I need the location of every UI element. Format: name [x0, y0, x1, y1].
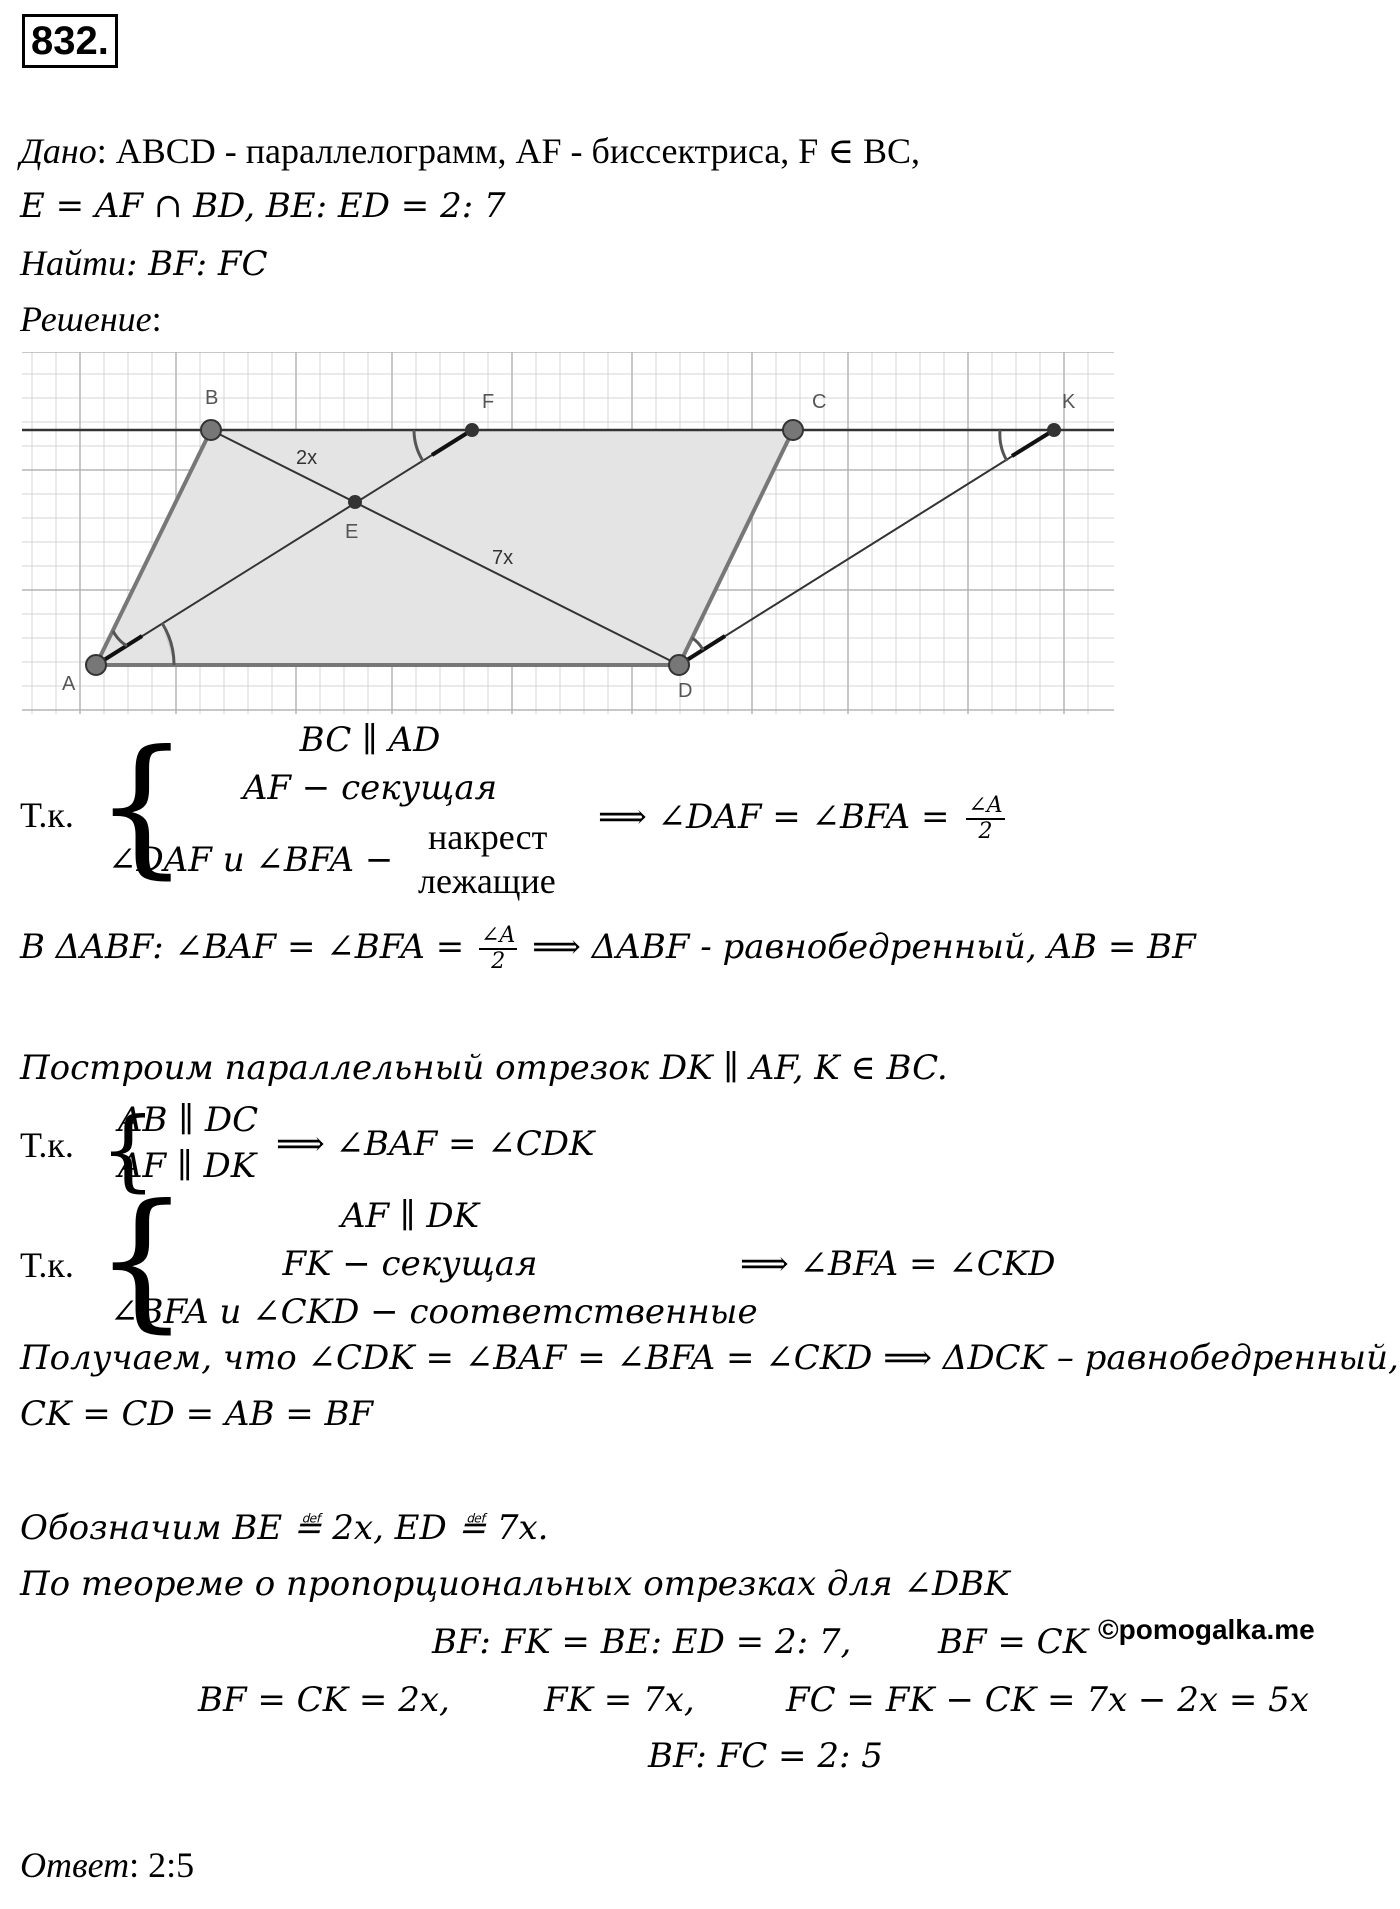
- block1-line3a: ∠DAF и ∠BFA −: [108, 840, 394, 880]
- block1-line3b: накрест: [428, 817, 548, 857]
- block3-result: ⟹ ∠BFA = ∠CKD: [740, 1244, 1056, 1284]
- brace-1: {: [94, 719, 190, 893]
- eq2b: FK = 7x,: [544, 1680, 695, 1720]
- label-2x: 2x: [296, 447, 318, 469]
- block1-fraction: [966, 794, 1004, 844]
- block2-prefix: Т.к.: [20, 1125, 74, 1165]
- given-line-2: E = AF ∩ BD, BE: ED = 2: 7: [20, 186, 506, 226]
- block3-prefix: Т.к.: [20, 1245, 74, 1285]
- label-a: A: [62, 673, 76, 695]
- iso-fraction: [479, 924, 517, 974]
- block2-result: ⟹ ∠BAF = ∠CDK: [276, 1124, 595, 1164]
- iso-part2: ⟹ ΔABF - равнобедренный, AB = BF: [532, 927, 1196, 967]
- block1-frac-den: 2: [978, 819, 993, 844]
- find-line: [20, 242, 268, 284]
- label-f: F: [482, 391, 495, 413]
- label-k: K: [1062, 391, 1076, 413]
- brace-2: {: [100, 1098, 156, 1201]
- point-c: [783, 420, 803, 440]
- label-7x: 7x: [492, 547, 514, 569]
- point-e: [348, 495, 362, 509]
- point-k: [1047, 423, 1061, 437]
- brace-3: {: [94, 1173, 190, 1347]
- parallelogram-figure: [22, 352, 1114, 714]
- block1-result-text: ⟹ ∠DAF = ∠BFA =: [598, 797, 950, 837]
- block3-line1: AF ∥ DK: [340, 1196, 480, 1236]
- point-d: [669, 655, 689, 675]
- solution-line: [20, 298, 162, 340]
- obtain-line-2: CK = CD = AB = BF: [20, 1394, 374, 1434]
- block2-line1: AB ∥ DC: [118, 1100, 259, 1140]
- iso-frac-den: 2: [491, 949, 506, 974]
- label-e: E: [345, 521, 359, 543]
- point-a: [86, 655, 106, 675]
- watermark: ©pomogalka.me: [1098, 1614, 1315, 1645]
- block1-line3c: лежащие: [418, 861, 556, 901]
- solution-label: Решение: [20, 299, 152, 339]
- block1-line2: AF − секущая: [242, 768, 498, 808]
- iso-line: [20, 924, 1196, 974]
- eq2c: FC = FK − CK = 7x − 2x = 5x: [786, 1680, 1309, 1720]
- label-b: B: [205, 387, 219, 409]
- point-b: [201, 420, 221, 440]
- answer-value: : 2:5: [129, 1845, 195, 1885]
- construct-line: Построим параллельный отрезок DK ∥ AF, K ∈ BC.: [20, 1048, 948, 1088]
- given-label: Дано: [20, 131, 97, 171]
- block2-line2: AF ∥ DK: [118, 1146, 257, 1186]
- given-line-1: [20, 130, 920, 172]
- angle-arc-d: [692, 638, 703, 650]
- solution-colon: :: [151, 299, 162, 339]
- block3-line2: FK − секущая: [282, 1244, 538, 1284]
- eq2a: BF = CK = 2x,: [198, 1680, 450, 1720]
- find-value: : BF: FC: [126, 244, 268, 284]
- problem-number: 832.: [22, 14, 118, 68]
- eq1a: BF: FK = BE: ED = 2: 7,: [432, 1622, 852, 1662]
- label-c: C: [812, 391, 827, 413]
- given-text: : ABCD - параллелограмм, AF - биссектриса, F ∈ BC,: [96, 131, 921, 171]
- point-f: [465, 423, 479, 437]
- denote-line: Обозначим BE ≝ 2x, ED ≝ 7x.: [20, 1508, 549, 1548]
- theorem-line: По теореме о пропорциональных отрезках для ∠DBK: [20, 1564, 1010, 1604]
- eq3: BF: FC = 2: 5: [648, 1736, 883, 1776]
- block3-line3: ∠BFA и ∠CKD − соответственные: [110, 1292, 758, 1332]
- block1-line1: BC ∥ AD: [299, 720, 441, 760]
- eq1b: BF = CK: [938, 1622, 1089, 1662]
- find-label: Найти: [20, 243, 126, 283]
- block1-prefix: Т.к.: [20, 795, 74, 835]
- label-d: D: [678, 680, 693, 702]
- block1-result: [598, 794, 1005, 844]
- answer-label: Ответ: [20, 1845, 130, 1885]
- iso-part1: В ΔABF: ∠BAF = ∠BFA =: [20, 927, 465, 967]
- block1-frac-num: ∠A: [968, 793, 1003, 818]
- obtain-line-1: Получаем, что ∠CDK = ∠BAF = ∠BFA = ∠CKD ⟹ ΔDCK – равнобедренный,: [20, 1338, 1399, 1378]
- iso-frac-num: ∠A: [481, 923, 516, 948]
- answer-line: [20, 1844, 194, 1886]
